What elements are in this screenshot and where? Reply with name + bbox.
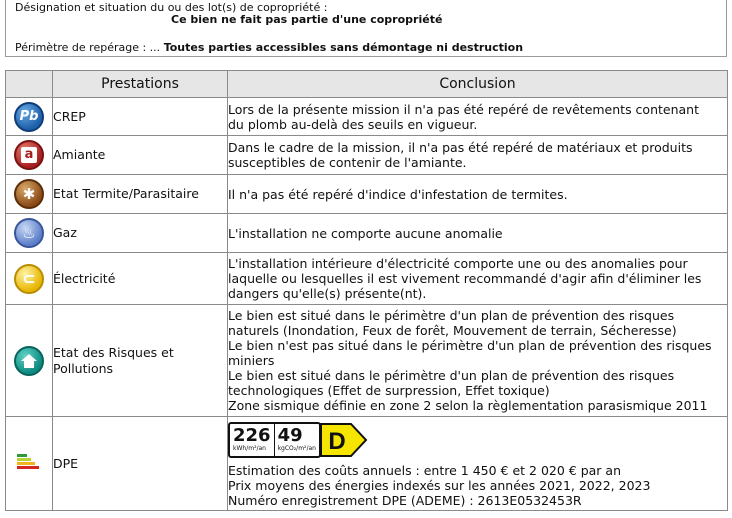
perimetre-label: Périmètre de repérage : ... — [15, 41, 161, 54]
table-row — [6, 98, 728, 136]
energy-scale-icon — [16, 453, 42, 474]
conclusion-text: Dans le cadre de la mission, il n'a pas été repéré de matériaux et produits susceptibles de contenir de l'amiante. — [228, 136, 728, 175]
table-row — [6, 136, 728, 175]
electric-plug-icon: ⊂ — [14, 264, 44, 294]
house-risk-icon — [14, 346, 44, 376]
ges-unit: kgCO₂/m²/an — [277, 445, 316, 452]
conclusion-text: L'installation intérieure d'électricité comporte une ou des anomalies pour laquelle ou lesquelles il est vivement recommandé d'agir afin d'éliminer les dangers qu'elle(s) présente(nt). — [228, 253, 728, 305]
conclusion-text: 226 kWh/m²/an 49 kgCO₂/m²/an D Estimation des coûts annuels : entre 1 450 € et 2 020 € par an Prix moyens des énergies indexés sur les années 2021, 2022, 2023 Numéro enregistrement DPE (ADEME) : 2613E0532453R — [228, 417, 728, 511]
prestation-name: Etat Termite/Parasitaire — [53, 175, 228, 214]
table-row — [6, 305, 728, 417]
lead-pb-icon: Pb — [14, 102, 44, 132]
table-header-row — [6, 71, 728, 98]
designation-label: Désignation et situation du ou des lot(s) de copropriété : — [15, 1, 328, 14]
conclusion-text: Il n'a pas été repéré d'indice d'infestation de termites. — [228, 175, 728, 214]
energy-value: 226 — [233, 425, 271, 446]
conclusion-text: L'installation ne comporte aucune anomalie — [228, 214, 728, 253]
asbestos-a-icon: a — [14, 140, 44, 170]
energy-class-letter: D — [328, 427, 346, 455]
prestation-name: DPE — [53, 417, 228, 511]
header-box — [5, 0, 727, 57]
perimetre-line — [15, 41, 523, 54]
table-row — [6, 214, 728, 253]
prestations-column-header: Prestations — [53, 71, 228, 98]
prestation-name: CREP — [53, 98, 228, 136]
conclusion-text: Le bien est situé dans le périmètre d'un plan de prévention des risques naturels (Inondation, Feux de forêt, Mouvement de terrain, Sécheresse) Le bien n'est pas situé dans le périmètre d'un plan de prévention des risques miniers Le bien est situé dans le périmètre d'un plan de prévention des risques technologiques (Effet de surpression, Effet toxique) Zone sismique définie en zone 2 selon la règlementation parasismique 2011 — [228, 305, 728, 417]
table-row — [6, 175, 728, 214]
conclusion-column-header: Conclusion — [228, 71, 728, 98]
conclusion-text: Lors de la présente mission il n'a pas été repéré de revêtements contenant du plomb au-delà des seuils en vigueur. — [228, 98, 728, 136]
prestation-name: Électricité — [53, 253, 228, 305]
diagnostics-table — [5, 70, 728, 511]
table-row — [6, 253, 728, 305]
dpe-label — [228, 422, 727, 458]
table-row — [6, 417, 728, 511]
ges-value: 49 — [277, 425, 303, 446]
perimetre-value: Toutes parties accessibles sans démontage ni destruction — [163, 41, 524, 54]
energy-unit: kWh/m²/an — [233, 445, 266, 452]
termite-icon: ✱ — [14, 179, 44, 209]
prestation-name: Etat des Risques et Pollutions — [53, 305, 228, 417]
gas-flame-icon: ♨ — [14, 218, 44, 248]
designation-value: Ce bien ne fait pas partie d'une copropriété — [171, 13, 443, 26]
prestation-name: Gaz — [53, 214, 228, 253]
icon-column-header — [6, 71, 53, 98]
prestation-name: Amiante — [53, 136, 228, 175]
energy-class-badge — [319, 422, 369, 458]
